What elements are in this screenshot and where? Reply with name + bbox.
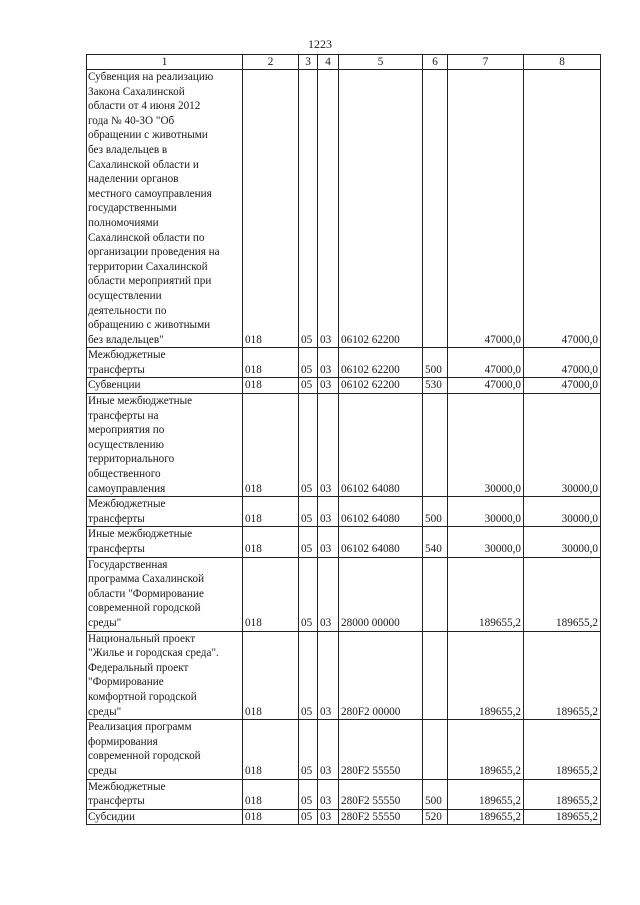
row-name-line: мероприятия по [88, 424, 165, 437]
row-name [87, 779, 243, 809]
row-name-line: Государственная [88, 558, 168, 571]
expense-type-cell: 500 [423, 348, 448, 378]
row-name-line: местного самоуправления [88, 187, 212, 200]
column-header: 1 [87, 55, 243, 70]
section-code-cell: 018 [243, 497, 299, 527]
row-name-line: трансферты на [88, 409, 159, 422]
target-article-cell: 06102 62200 [339, 348, 423, 378]
subsection-code-cell: 05 [299, 497, 318, 527]
section-code-cell: 018 [243, 70, 299, 348]
row-name-line: области от 4 июня 2012 [88, 100, 201, 113]
amount-cell: 189655,2 [448, 809, 524, 825]
expense-type-cell: 500 [423, 779, 448, 809]
table-body [87, 55, 601, 825]
expense-type-cell [423, 557, 448, 631]
amount-cell: 189655,2 [448, 779, 524, 809]
subsection-code-cell: 05 [299, 809, 318, 825]
row-name-line: области "Формирование [88, 587, 204, 600]
row-name-line: программа Сахалинской [88, 573, 205, 586]
column-header: 7 [448, 55, 524, 70]
row-name-line: осуществлению [88, 438, 165, 451]
group-code-cell: 03 [318, 70, 339, 348]
row-name [87, 809, 243, 825]
section-code-cell: 018 [243, 631, 299, 720]
row-name-line: общественного [88, 468, 161, 481]
row-name [87, 497, 243, 527]
table-row [87, 631, 601, 720]
target-article-cell: 06102 64080 [339, 527, 423, 557]
subsection-code-cell: 05 [299, 527, 318, 557]
row-name [87, 348, 243, 378]
column-header: 2 [243, 55, 299, 70]
row-name-line: Сахалинской области и [88, 158, 199, 171]
section-code-cell: 018 [243, 779, 299, 809]
expense-type-cell [423, 720, 448, 779]
row-name-line: области мероприятий при [88, 275, 212, 288]
header-row [87, 55, 601, 70]
group-code-cell: 03 [318, 720, 339, 779]
section-code-cell: 018 [243, 809, 299, 825]
row-name-line: среды [88, 764, 117, 777]
target-article-cell: 28000 00000 [339, 557, 423, 631]
row-name-line: Межбюджетные [88, 780, 166, 793]
group-code-cell: 03 [318, 779, 339, 809]
target-article-cell: 06102 62200 [339, 378, 423, 394]
amount-cell: 30000,0 [448, 497, 524, 527]
row-name [87, 720, 243, 779]
group-code-cell: 03 [318, 631, 339, 720]
section-code-cell: 018 [243, 348, 299, 378]
subsection-code-cell: 05 [299, 378, 318, 394]
table-row [87, 378, 601, 394]
amount-cell: 189655,2 [448, 557, 524, 631]
row-name-line: обращению с животными [88, 319, 211, 332]
group-code-cell: 03 [318, 527, 339, 557]
row-name-line: Иные межбюджетные [88, 395, 193, 408]
row-name-line: без владельцев в [88, 143, 168, 156]
table-row [87, 348, 601, 378]
table-row [87, 527, 601, 557]
subsection-code-cell: 05 [299, 720, 318, 779]
section-code-cell: 018 [243, 557, 299, 631]
amount-total-cell: 30000,0 [524, 497, 601, 527]
row-name [87, 527, 243, 557]
row-name-line: Субвенция на реализацию [88, 71, 214, 83]
amount-cell: 47000,0 [448, 70, 524, 348]
target-article-cell: 06102 64080 [339, 394, 423, 497]
target-article-cell: 06102 62200 [339, 70, 423, 348]
expense-type-cell [423, 394, 448, 497]
subsection-code-cell: 05 [299, 70, 318, 348]
row-name-line: формирования [88, 735, 158, 748]
row-name-line: организации проведения на [88, 246, 220, 259]
subsection-code-cell: 05 [299, 557, 318, 631]
row-name [87, 557, 243, 631]
expense-type-cell [423, 70, 448, 348]
row-name-line: трансферты [88, 512, 145, 525]
row-name-line: среды" [88, 705, 122, 718]
target-article-cell: 280F2 55550 [339, 809, 423, 825]
target-article-cell: 06102 64080 [339, 497, 423, 527]
amount-total-cell: 189655,2 [524, 720, 601, 779]
row-name-line: современной городской [88, 750, 201, 763]
row-name-line: Федеральный проект [88, 661, 189, 674]
column-header: 8 [524, 55, 601, 70]
row-name-line: трансферты [88, 543, 145, 555]
row-name [87, 631, 243, 720]
row-name-line: "Жилье и городская среда". [88, 647, 219, 660]
row-name-line: без владельцев" [88, 333, 164, 346]
table-row [87, 809, 601, 825]
row-name-line: Сахалинской области по [88, 231, 205, 244]
expense-type-cell [423, 631, 448, 720]
amount-cell: 30000,0 [448, 527, 524, 557]
column-header: 4 [318, 55, 339, 70]
row-name-line: обращении с животными [88, 129, 208, 142]
group-code-cell: 03 [318, 394, 339, 497]
amount-total-cell: 189655,2 [524, 809, 601, 825]
row-name-line: осуществлении [88, 289, 162, 302]
row-name-line: Реализация программ [88, 721, 192, 734]
amount-cell: 30000,0 [448, 394, 524, 497]
page-number: 1223 [308, 37, 332, 51]
target-article-cell: 280F2 55550 [339, 779, 423, 809]
table-row [87, 497, 601, 527]
row-name-line: Национальный проект [88, 632, 196, 645]
amount-total-cell: 47000,0 [524, 70, 601, 348]
row-name-line: территориального [88, 453, 175, 466]
row-name-line: Субвенции [88, 379, 141, 392]
group-code-cell: 03 [318, 557, 339, 631]
group-code-cell: 03 [318, 809, 339, 825]
amount-total-cell: 189655,2 [524, 779, 601, 809]
row-name-line: "Формирование [88, 676, 164, 689]
row-name-line: Межбюджетные [88, 498, 166, 511]
table-row [87, 720, 601, 779]
row-name-line: современной городской [88, 602, 201, 615]
row-name-line: трансферты [88, 795, 145, 808]
row-name-line: государственными [88, 202, 177, 215]
subsection-code-cell: 05 [299, 631, 318, 720]
column-header: 5 [339, 55, 423, 70]
amount-total-cell: 30000,0 [524, 527, 601, 557]
table-row [87, 394, 601, 497]
section-code-cell: 018 [243, 378, 299, 394]
section-code-cell: 018 [243, 527, 299, 557]
table-row [87, 779, 601, 809]
expense-type-cell: 520 [423, 809, 448, 825]
subsection-code-cell: 05 [299, 348, 318, 378]
row-name-line: комфортной городской [88, 690, 197, 703]
amount-total-cell: 30000,0 [524, 394, 601, 497]
row-name-line: Субсидии [88, 810, 135, 823]
table-row [87, 557, 601, 631]
amount-cell: 189655,2 [448, 631, 524, 720]
target-article-cell: 280F2 00000 [339, 631, 423, 720]
amount-total-cell: 189655,2 [524, 631, 601, 720]
column-header: 6 [423, 55, 448, 70]
row-name-line: трансферты [88, 363, 145, 376]
row-name-line: полномочиями [88, 216, 159, 229]
expense-type-cell: 530 [423, 378, 448, 394]
group-code-cell: 03 [318, 378, 339, 394]
row-name [87, 378, 243, 394]
amount-total-cell: 47000,0 [524, 378, 601, 394]
row-name-line: Закона Сахалинской [88, 85, 185, 98]
section-code-cell: 018 [243, 394, 299, 497]
row-name-line: среды" [88, 616, 122, 629]
row-name-line: Иные межбюджетные [88, 528, 193, 541]
expense-type-cell: 500 [423, 497, 448, 527]
amount-cell: 189655,2 [448, 720, 524, 779]
expense-type-cell: 540 [423, 527, 448, 557]
row-name-line: наделении органов [88, 173, 179, 186]
amount-cell: 47000,0 [448, 378, 524, 394]
section-code-cell: 018 [243, 720, 299, 779]
row-name [87, 70, 243, 348]
row-name-line: самоуправления [88, 482, 166, 495]
group-code-cell: 03 [318, 348, 339, 378]
subsection-code-cell: 05 [299, 394, 318, 497]
subsection-code-cell: 05 [299, 779, 318, 809]
table-row [87, 70, 601, 348]
group-code-cell: 03 [318, 497, 339, 527]
row-name [87, 394, 243, 497]
budget-table [86, 54, 601, 825]
row-name-line: Межбюджетные [88, 349, 166, 362]
row-name-line: года № 40-ЗО "Об [88, 114, 175, 127]
row-name-line: деятельности по [88, 304, 167, 317]
amount-total-cell: 47000,0 [524, 348, 601, 378]
target-article-cell: 280F2 55550 [339, 720, 423, 779]
amount-cell: 47000,0 [448, 348, 524, 378]
amount-total-cell: 189655,2 [524, 557, 601, 631]
column-header: 3 [299, 55, 318, 70]
row-name-line: территории Сахалинской [88, 260, 208, 273]
